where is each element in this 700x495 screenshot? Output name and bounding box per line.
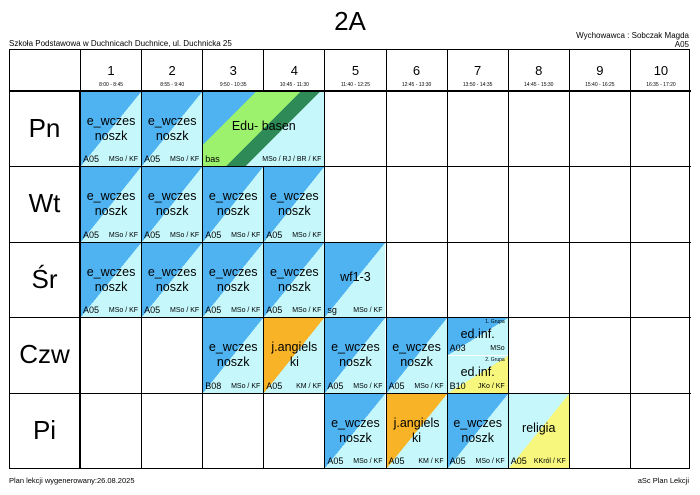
day-label: Wt <box>28 188 61 219</box>
day-label: Pn <box>28 113 61 143</box>
period-time: 14:45 - 15:30 <box>524 82 554 88</box>
lesson-room: sg <box>327 305 337 316</box>
period-time: 11:40 - 12:25 <box>340 82 370 88</box>
lesson-card[interactable] <box>142 92 202 166</box>
lesson-card[interactable] <box>325 394 385 468</box>
lesson-teachers: MSo / KF <box>108 231 139 239</box>
lesson-subject: e_wczes noszk <box>270 264 319 294</box>
lesson-teachers: MSo <box>490 344 505 352</box>
lesson-teachers: MSo / KF <box>475 457 505 465</box>
period-header-4 <box>263 50 324 91</box>
lesson-subject: ed.inf. <box>460 364 495 379</box>
lesson-subject: e_wczes noszk <box>147 114 197 143</box>
lesson-card[interactable] <box>264 243 324 317</box>
lesson-room: A05 <box>83 305 100 316</box>
lesson-room: A05 <box>83 154 100 165</box>
lesson-card[interactable] <box>387 318 447 392</box>
period-header-7 <box>447 50 508 91</box>
lesson-subject: e_wczes noszk <box>331 340 380 370</box>
lesson-teachers: MSo / KF <box>231 231 261 239</box>
lesson-card[interactable] <box>325 318 385 392</box>
lesson-subject: e_wczes noszk <box>86 264 136 294</box>
lesson-card[interactable] <box>509 394 569 468</box>
lesson-teachers: MSo / KF <box>231 382 261 390</box>
grid-line <box>569 91 570 468</box>
lesson-subject: e_wczes noszk <box>208 264 258 294</box>
period-time: 9:50 - 10:35 <box>219 82 247 88</box>
lesson-teachers: KM / KF <box>296 382 322 390</box>
lesson-room: A05 <box>266 305 283 316</box>
lesson-group: 1. Grupa <box>485 319 505 326</box>
generated-date: Plan lekcji wygenerowany:26.08.2025 <box>9 476 135 485</box>
lesson-teachers: MSo / KF <box>292 231 322 239</box>
lesson-teachers: MSo / KF <box>353 307 383 315</box>
period-number: 1 <box>107 63 115 78</box>
lesson-card[interactable] <box>203 243 263 317</box>
grid-line <box>630 91 631 468</box>
lesson-teachers: MSo / KF <box>414 382 444 390</box>
lesson-room: B10 <box>449 380 466 391</box>
lesson-subject: e_wczes noszk <box>208 340 258 370</box>
lesson-card[interactable] <box>264 167 324 241</box>
period-number: 8 <box>535 63 543 78</box>
lesson-card[interactable] <box>264 318 324 392</box>
lesson-teachers: MSo / RJ / BR / KF <box>262 156 322 164</box>
lesson-room: A05 <box>144 229 161 240</box>
period-number: 4 <box>290 63 298 78</box>
class-title: 2A <box>334 6 366 36</box>
period-number: 2 <box>168 63 176 78</box>
lesson-subject: Edu- basen <box>231 119 296 133</box>
day-label: Czw <box>19 339 70 370</box>
period-header-8 <box>508 50 569 91</box>
lesson-card[interactable] <box>325 243 385 317</box>
lesson-room: B08 <box>205 380 222 391</box>
lesson-room: A05 <box>327 380 344 391</box>
lesson-card[interactable] <box>142 167 202 241</box>
lesson-card[interactable] <box>387 394 447 468</box>
lesson-room: A05 <box>449 455 466 466</box>
lesson-subject: e_wczes noszk <box>208 189 258 219</box>
lesson-card[interactable] <box>448 356 508 393</box>
school-name: Szkoła Podstawowa w Duchnicach Duchnice, ul. Duchnicka 25 <box>9 39 232 48</box>
period-header-3 <box>202 50 263 91</box>
lesson-teachers: MSo / KF <box>231 307 261 315</box>
lesson-card[interactable] <box>203 92 324 166</box>
lesson-teachers: JKo / KF <box>477 382 505 390</box>
lesson-card[interactable] <box>448 394 508 468</box>
lesson-teachers: MSo / KF <box>170 231 200 239</box>
lesson-subject: religia <box>522 420 556 435</box>
lesson-subject: wf1-3 <box>340 269 371 284</box>
lesson-card[interactable] <box>142 243 202 317</box>
lesson-group: 2. Grupa <box>485 356 505 363</box>
lesson-room: A05 <box>388 380 405 391</box>
lesson-subject: e_wczes noszk <box>331 415 380 445</box>
lesson-room: A05 <box>388 455 405 466</box>
lesson-room: A05 <box>205 229 222 240</box>
period-time: 8:55 - 9:40 <box>160 82 185 88</box>
lesson-room: bas <box>205 154 220 165</box>
lesson-subject: e_wczes noszk <box>147 264 197 294</box>
lesson-room: A05 <box>205 305 222 316</box>
lesson-teachers: MSo / KF <box>170 307 200 315</box>
lesson-card[interactable] <box>203 318 263 392</box>
timetable-grid <box>9 49 690 469</box>
lesson-subject: e_wczes noszk <box>270 189 319 219</box>
lesson-room: A05 <box>83 229 100 240</box>
lesson-subject: e_wczes noszk <box>86 114 136 143</box>
lesson-subject: e_wczes noszk <box>86 189 136 219</box>
lesson-teachers: KKról / KF <box>533 457 566 465</box>
period-header-9 <box>569 50 630 91</box>
lesson-subject: e_wczes noszk <box>392 340 441 370</box>
period-header-1 <box>80 50 141 91</box>
lesson-card[interactable] <box>448 318 508 355</box>
period-time: 15:40 - 16:25 <box>585 82 615 88</box>
lesson-room: A05 <box>327 455 344 466</box>
lesson-room: A05 <box>510 455 527 466</box>
period-number: 6 <box>412 63 421 78</box>
lesson-teachers: MSo / KF <box>292 307 322 315</box>
period-header-2 <box>141 50 202 91</box>
lesson-subject: e_wczes noszk <box>147 189 197 219</box>
lesson-card[interactable] <box>81 92 141 166</box>
lesson-card[interactable] <box>81 167 141 241</box>
software-brand: aSc Plan Lekcji <box>637 476 689 485</box>
day-label: Śr <box>31 263 58 294</box>
lesson-card[interactable] <box>203 167 263 241</box>
lesson-subject: e_wczes noszk <box>453 415 502 445</box>
period-header-6 <box>386 50 447 91</box>
period-number: 7 <box>474 63 482 78</box>
lesson-room: A05 <box>144 154 161 165</box>
lesson-teachers: MSo / KF <box>108 307 139 315</box>
period-time: 16:35 - 17:20 <box>646 82 676 88</box>
period-number: 5 <box>351 63 360 78</box>
day-label: Pi <box>32 414 57 445</box>
lesson-room: A05 <box>266 229 283 240</box>
lesson-subject: j.angiels ki <box>271 340 318 370</box>
lesson-subject: ed.inf. <box>460 327 495 342</box>
homeroom-teacher: Wychowawca : Sobczak Magda <box>576 31 689 40</box>
lesson-teachers: MSo / KF <box>108 156 139 164</box>
period-time: 10:45 - 11:30 <box>279 82 309 88</box>
lesson-teachers: KM / KF <box>418 457 444 465</box>
period-time: 13:50 - 14:35 <box>462 82 493 88</box>
period-time: 12:45 - 13:30 <box>401 82 432 88</box>
period-header-10 <box>630 50 691 91</box>
period-number: 10 <box>653 63 669 78</box>
lesson-teachers: MSo / KF <box>353 457 383 465</box>
period-header-5 <box>324 50 385 91</box>
lesson-card[interactable] <box>81 243 141 317</box>
period-number: 3 <box>229 63 237 78</box>
lesson-room: A03 <box>449 342 466 353</box>
period-number: 9 <box>596 63 604 78</box>
lesson-teachers: MSo / KF <box>353 382 383 390</box>
lesson-teachers: MSo / KF <box>170 156 200 164</box>
lesson-room: A05 <box>144 305 161 316</box>
lesson-room: A05 <box>266 380 283 391</box>
lesson-subject: j.angiels ki <box>393 415 440 445</box>
period-time: 8:00 - 8:45 <box>99 82 123 88</box>
homeroom-room: A05 <box>674 40 689 49</box>
